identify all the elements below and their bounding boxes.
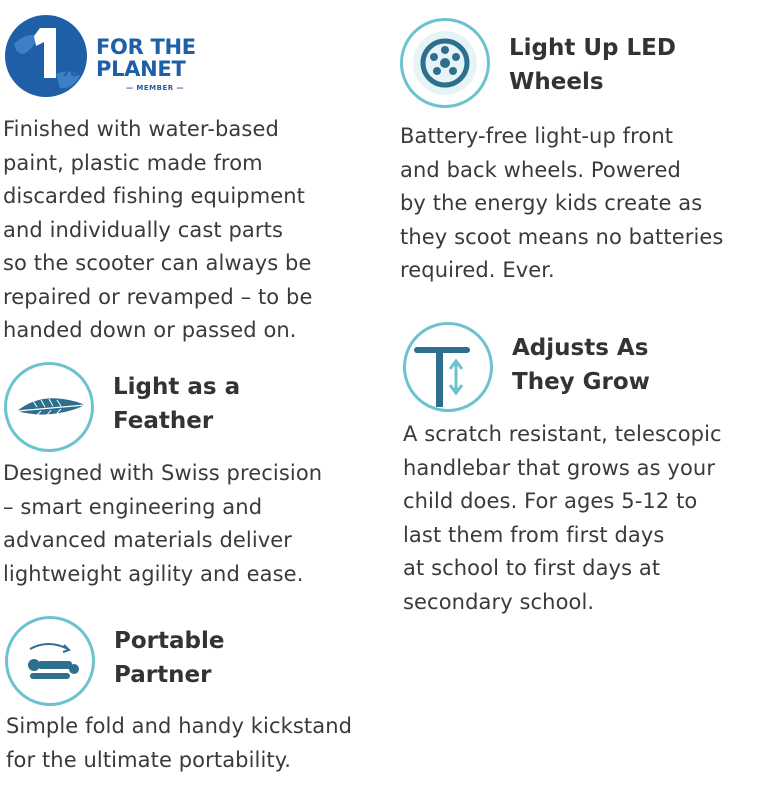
text-line: Finished with water-based xyxy=(3,117,279,141)
text-line: discarded fishing equipment xyxy=(3,184,306,208)
title-line: Wheels xyxy=(509,69,604,95)
text-line: lightweight agility and ease. xyxy=(3,561,304,586)
title-line: Adjusts As xyxy=(512,335,649,361)
text-line: and individually cast parts xyxy=(3,217,284,242)
title-line: Light Up LED xyxy=(509,35,676,61)
text-line: A scratch resistant, telescopic xyxy=(403,422,722,446)
text-line: Battery-free light-up front xyxy=(400,124,674,148)
led-text xyxy=(400,120,723,288)
feather-text xyxy=(3,457,322,591)
text-line: secondary school. xyxy=(403,589,595,614)
text-line: repaired or revamped – to be xyxy=(3,284,313,309)
portable-text xyxy=(6,710,352,777)
wheel-icon xyxy=(400,18,490,108)
folded-scooter-icon xyxy=(5,616,95,706)
text-line: by the energy kids create as xyxy=(400,191,703,215)
logo-percent: % xyxy=(59,57,80,81)
title-line: They Grow xyxy=(512,369,650,395)
text-line: Designed with Swiss precision xyxy=(3,461,323,485)
text-line: handlebar that grows as your xyxy=(403,455,716,480)
feather-title xyxy=(113,370,240,438)
text-line: advanced materials deliver xyxy=(3,528,293,552)
globe-one-icon xyxy=(4,14,88,98)
title-line: Portable xyxy=(114,628,225,654)
text-line: child does. For ages 5-12 to xyxy=(403,489,698,513)
logo-line2: PLANET xyxy=(96,57,186,81)
text-line: paint, plastic made from xyxy=(3,150,263,175)
text-line: – smart engineering and xyxy=(3,494,263,519)
text-line: required. Ever. xyxy=(400,258,555,282)
led-title xyxy=(509,31,676,99)
logo-line1: FOR THE xyxy=(96,35,196,59)
text-line: last them from first days xyxy=(403,522,665,547)
title-line: Light as a xyxy=(113,374,241,400)
title-line: Partner xyxy=(114,662,212,688)
one-percent-logo xyxy=(4,14,214,98)
title-line: Feather xyxy=(113,408,214,434)
text-line: handed down or passed on. xyxy=(3,318,297,342)
text-line: so the scooter can always be xyxy=(3,251,312,275)
portable-title xyxy=(114,624,224,692)
adjusts-title xyxy=(512,331,650,399)
feather-icon xyxy=(4,362,94,452)
adjusts-text xyxy=(403,418,722,619)
text-line: Simple fold and handy kickstand xyxy=(6,714,353,738)
handlebar-adjust-icon xyxy=(403,322,493,412)
text-line: for the ultimate portability. xyxy=(6,747,292,772)
logo-member: — MEMBER — xyxy=(126,84,185,92)
text-line: they scoot means no batteries xyxy=(400,224,724,249)
text-line: at school to first days at xyxy=(403,556,661,580)
sustainability-text xyxy=(3,113,312,348)
text-line: and back wheels. Powered xyxy=(400,157,681,182)
